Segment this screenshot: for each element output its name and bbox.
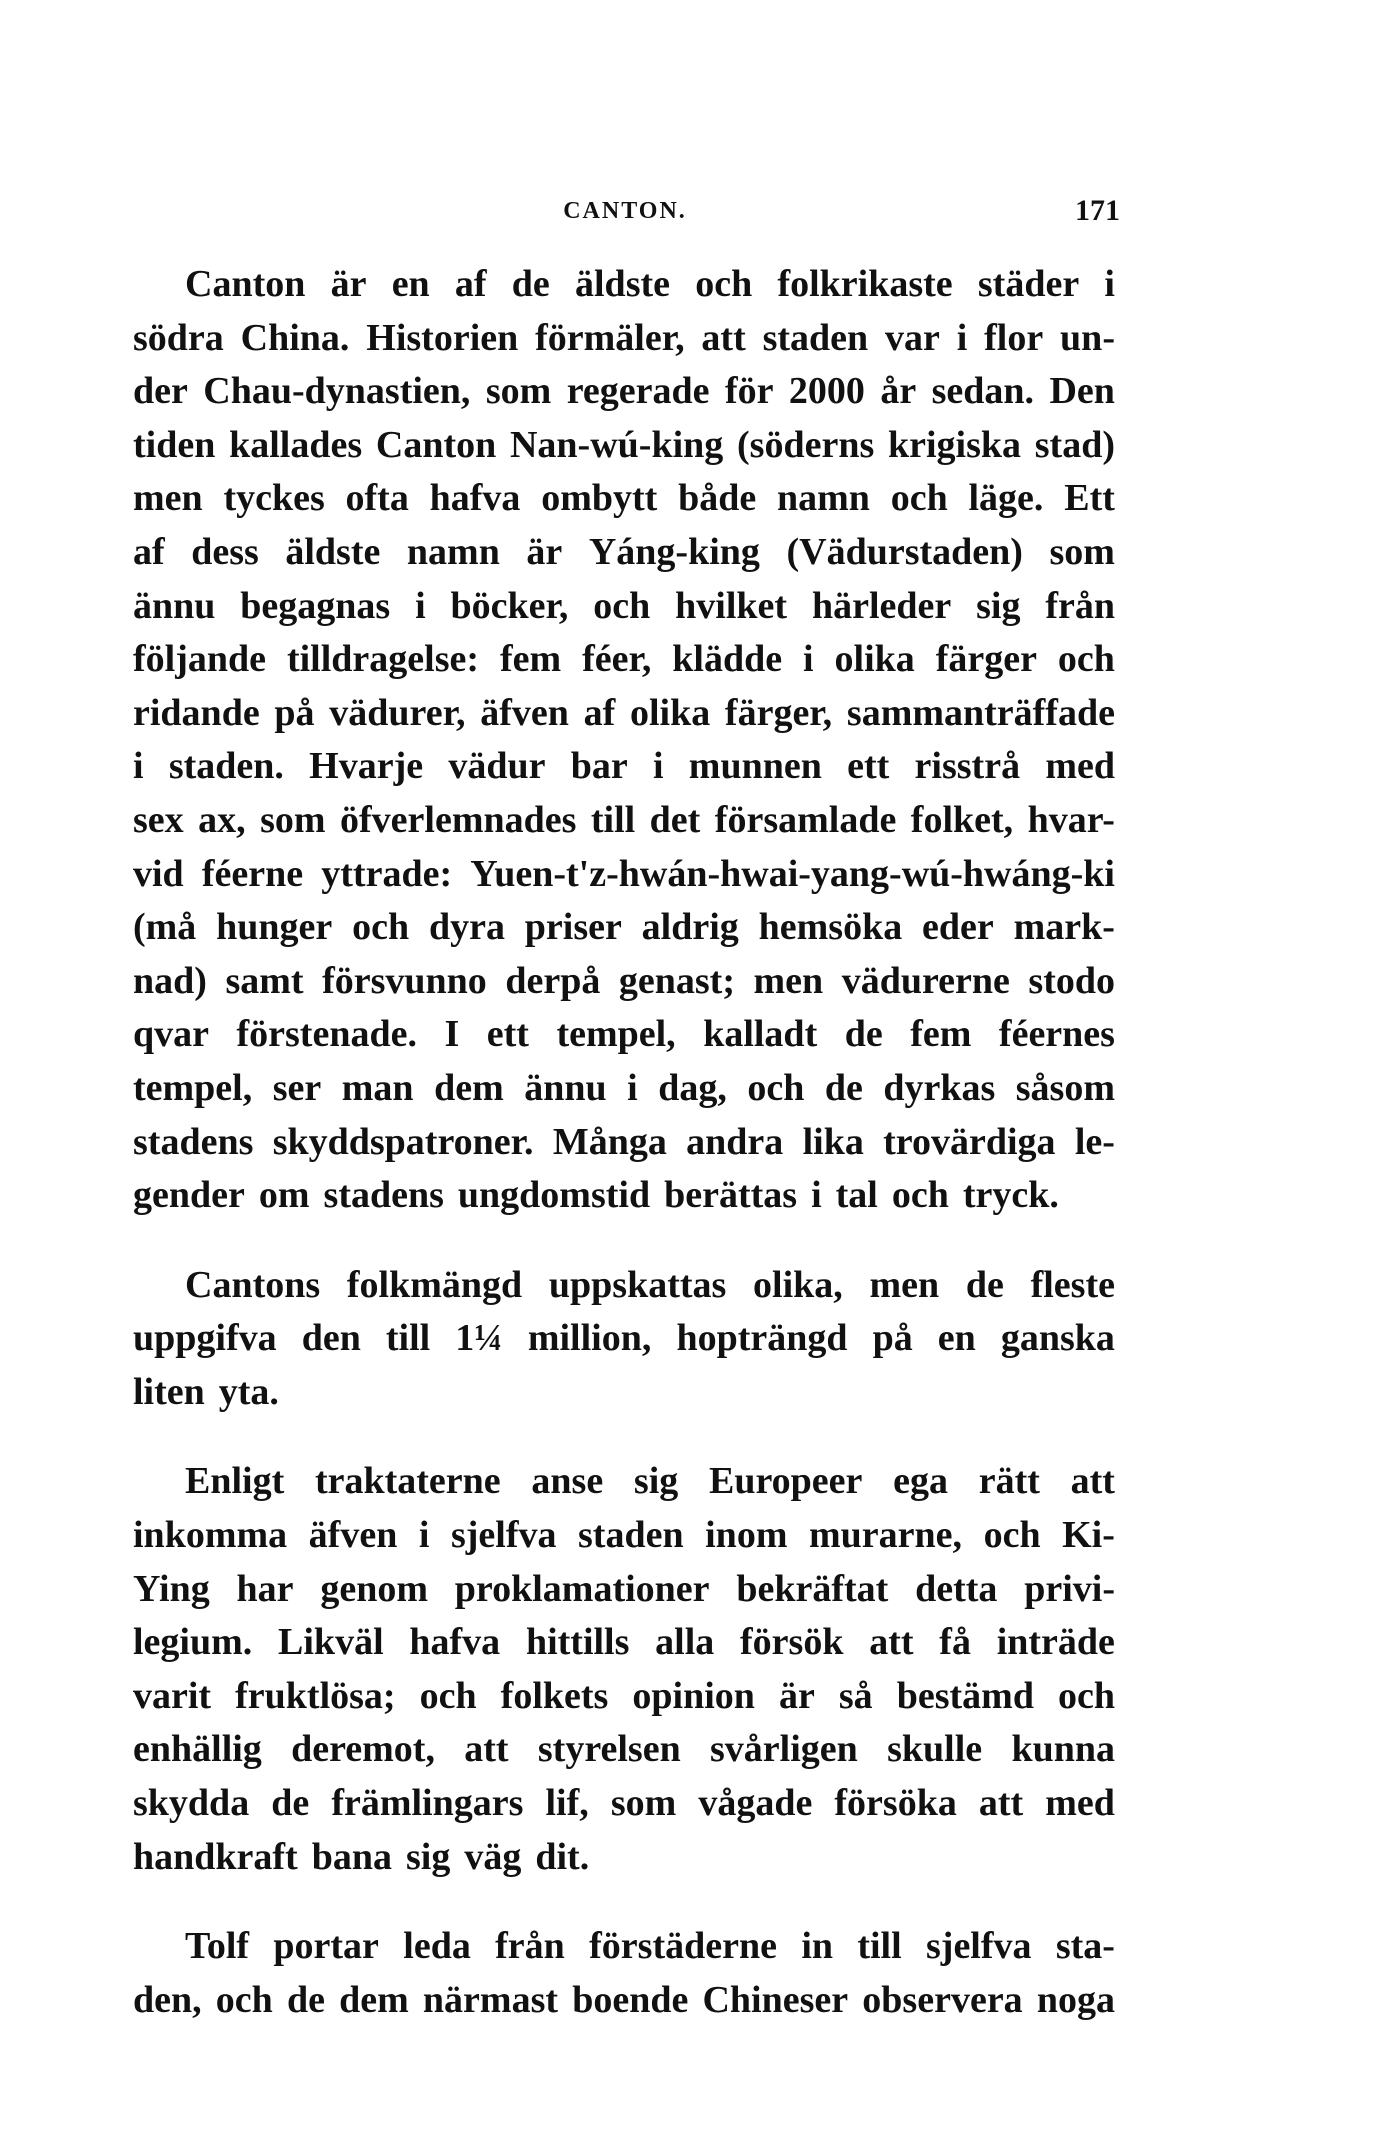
text-line: stadens skyddspatroner. Många andra lika trovärdiga le- — [133, 1120, 1115, 1163]
text-line: liten yta. — [133, 1370, 279, 1413]
text-line: följande tilldragelse: fem féer, klädde i olika färger och — [133, 638, 1115, 681]
text-line: i staden. Hvarje vädur bar i munnen ett risstrå med — [133, 745, 1115, 788]
page-header — [130, 194, 1120, 238]
text-line: den, och de dem närmast boende Chineser observera noga — [133, 1978, 1115, 2021]
text-line: inkomma äfven i sjelfva staden inom murarne, och Ki- — [133, 1514, 1115, 1557]
text-line: Ying har genom proklamationer bekräftat detta privi- — [133, 1567, 1115, 1610]
text-line: Canton är en af de äldste och folkrikaste städer i — [185, 263, 1115, 305]
text-line: ännu begagnas i böcker, och hvilket härleder sig från — [133, 584, 1115, 627]
text-line: qvar förstenade. I ett tempel, kalladt de fem féernes — [133, 1013, 1115, 1056]
page-number: 171 — [1075, 194, 1120, 227]
text-line: gender om stadens ungdomstid berättas i tal och tryck. — [133, 1174, 1059, 1217]
running-head: CANTON. — [563, 198, 687, 224]
text-line: enhällig deremot, att styrelsen svårligen skulle kunna — [133, 1728, 1115, 1771]
body-text — [133, 258, 1115, 2027]
text-line: Enligt traktaterne anse sig Europeer ega rätt att — [185, 1460, 1115, 1503]
text-line: uppgifva den till 1¼ million, hopträngd på en ganska — [133, 1317, 1115, 1360]
text-line: handkraft bana sig väg dit. — [133, 1835, 590, 1878]
text-line: der Chau-dynastien, som regerade för 2000 år sedan. Den — [133, 370, 1115, 413]
text-line: ridande på vädurer, äfven af olika färger, sammanträffade — [133, 691, 1115, 734]
text-line: vid féerne yttrade: Yuen-t'z-hwán-hwai-yang-wú-hwáng-ki — [133, 852, 1115, 895]
text-line: södra China. Historien förmäler, att staden var i flor un- — [133, 316, 1115, 359]
text-line: Tolf portar leda från förstäderne in till sjelfva sta- — [185, 1925, 1115, 1968]
text-line: sex ax, som öfverlemnades till det församlade folket, hvar- — [133, 798, 1115, 841]
text-line: skydda de främlingars lif, som vågade försöka att med — [133, 1782, 1115, 1825]
text-line: af dess äldste namn är Yáng-king (Vädurstaden) som — [133, 530, 1115, 573]
text-line: nad) samt försvunno derpå genast; men vädurerne stodo — [133, 959, 1115, 1002]
text-line: men tyckes ofta hafva ombytt både namn och läge. Ett — [133, 477, 1115, 520]
text-line: varit fruktlösa; och folkets opinion är så bestämd och — [133, 1674, 1115, 1717]
text-line: tiden kallades Canton Nan-wú-king (söderns krigiska stad) — [133, 423, 1115, 466]
text-line: legium. Likväl hafva hittills alla försök att få inträde — [133, 1621, 1115, 1664]
text-line: tempel, ser man dem ännu i dag, och de dyrkas såsom — [133, 1066, 1115, 1109]
text-line: Cantons folkmängd uppskattas olika, men de fleste — [185, 1263, 1115, 1306]
text-line: (må hunger och dyra priser aldrig hemsöka eder mark- — [133, 906, 1115, 949]
